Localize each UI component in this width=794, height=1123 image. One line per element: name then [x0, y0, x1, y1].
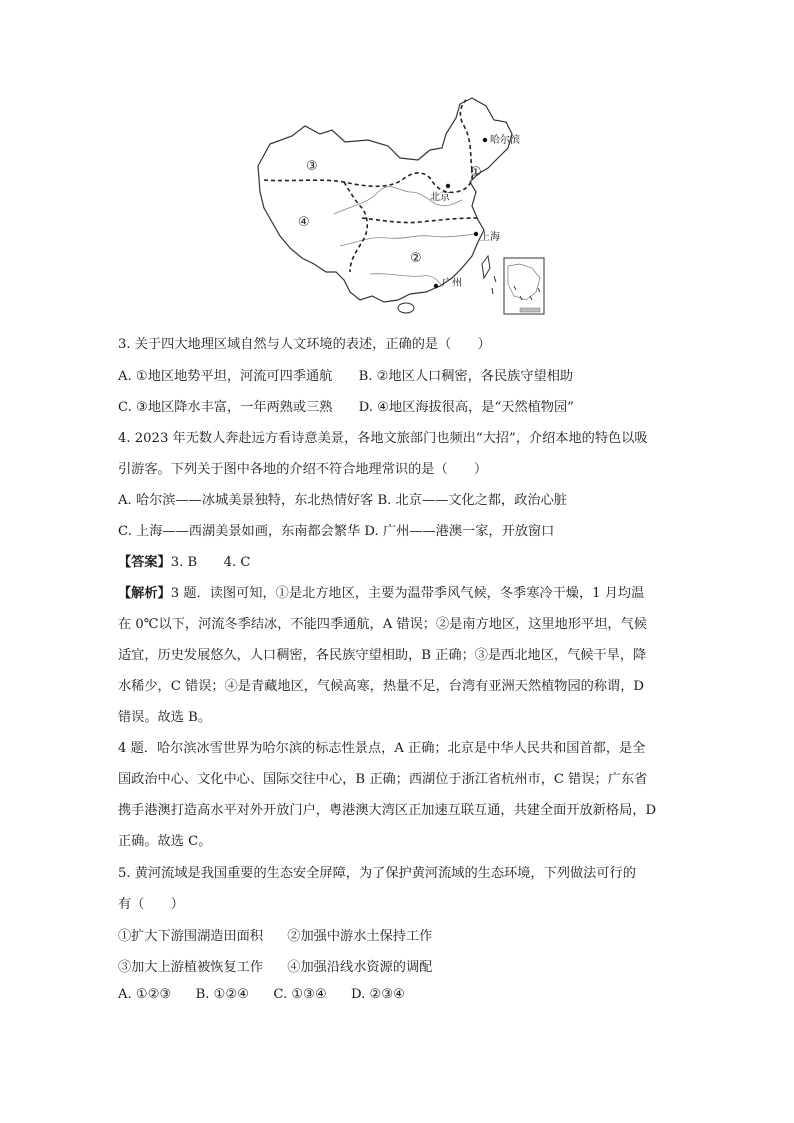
q5-statement-2: ②加强中游水土保持工作 [287, 929, 433, 944]
analysis-q3-text-2: 在 0℃以下，河流冬季结冰，不能四季通航，A 错误；②是南方地区，这里地形平坦，气候 [118, 617, 647, 632]
map-svg [250, 96, 560, 318]
analysis-tag: 【解析】 [118, 586, 171, 601]
q5-option-c: C. ①③④ [273, 987, 327, 1002]
q4-stem-line-2: 引游客。下列关于图中各地的介绍不符合地理常识的是（ ） [118, 462, 488, 477]
q4-option-c: C. 上海——西湖美景如画，东南都会繁华 [118, 524, 361, 539]
taiwan-island [482, 256, 490, 278]
inset-coast [508, 264, 540, 300]
china-outline [258, 98, 512, 302]
guangzhou-label: 广州 [442, 278, 462, 289]
q5-statement-row-1 [118, 925, 432, 944]
boundary-northeast [460, 100, 472, 170]
shanghai-label: 上海 [480, 232, 500, 243]
q3-option-b: B. ②地区人口稠密，各民族守望相助 [358, 369, 574, 384]
inset-dashes [514, 286, 540, 300]
dash-mark [492, 288, 493, 294]
china-regions-map [250, 96, 560, 318]
q5-statement-1: ①扩大下游围湖造田面积 [118, 929, 264, 944]
analysis-q4-text-2: 国政治中心、文化中心、国际交往中心，B 正确；西湖位于浙江省杭州市，C 错误；广东省 [118, 772, 648, 787]
q3-option-row-1 [118, 365, 573, 384]
answer-tag: 【答案】 [118, 555, 171, 570]
analysis-q4-text-4: 正确。故选 C。 [118, 834, 212, 849]
boundary-qinling-huaihe [362, 218, 478, 223]
q3-option-d: D. ④地区海拔很高，是“天然植物园” [358, 400, 574, 415]
q4-option-d: D. 广州——港澳一家，开放窗口 [364, 524, 555, 539]
q4-option-row-2 [118, 520, 554, 539]
q5-option-b: B. ①②④ [195, 987, 250, 1002]
boundary-north-northwest [264, 170, 472, 192]
q5-option-a: A. ①②③ [118, 987, 172, 1002]
region-4-label: ④ [298, 215, 310, 230]
harbin-label: 哈尔滨 [490, 135, 520, 146]
analysis-q4-text-3: 携手港澳打造高水平对外开放门户，粤港澳大湾区正加速互联互通，共建全面开放新格局，D [118, 803, 657, 818]
shanghai-dot [474, 232, 478, 236]
beijing-label: 北京 [430, 192, 450, 203]
q4-option-row-1 [118, 489, 567, 508]
q5-option-d: D. ②③④ [351, 987, 405, 1002]
q5-statement-4: ④加强沿线水资源的调配 [287, 960, 433, 975]
q3-option-c: C. ③地区降水丰富，一年两熟或三熟 [118, 400, 333, 415]
answer-text: 3. B 4. C [170, 555, 251, 570]
analysis-q4-text-1: 4 题．哈尔滨冰雪世界为哈尔滨的标志性景点，A 正确；北京是中华人民共和国首都，是全 [118, 741, 646, 756]
analysis-q3-text-4: 水稀少，C 错误；④是青藏地区，气候高寒，热量不足，台湾有亚洲天然植物园的称谓，D [118, 679, 644, 694]
guangzhou-dot [434, 284, 438, 288]
analysis-q3-text-1: 3 题．读图可知，①是北方地区，主要为温带季风气候，冬季寒冷干燥，1 月均温 [170, 586, 645, 601]
region-2-label: ② [410, 251, 422, 266]
q5-statement-3: ③加大上游植被恢复工作 [118, 960, 264, 975]
q4-stem-line-1: 4. 2023 年无数人奔赴远方看诗意美景，各地文旅部门也频出“大招”，介绍本地的特色以吸 [118, 431, 648, 446]
boundary-qinghai-tibet [344, 182, 367, 272]
analysis-q3-text-3: 适宜，历史发展悠久，人口稠密，各民族守望相助，B 正确；③是西北地区，气候干旱，降 [118, 648, 647, 663]
q4-option-b: B. 北京——文化之都，政治心脏 [377, 493, 567, 508]
beijing-dot [446, 184, 450, 188]
region-3-label: ③ [306, 159, 318, 174]
q5-stem-line-2: 有（ ） [118, 897, 184, 912]
q3-option-a: A. ①地区地势平坦，河流可四季通航 [118, 369, 333, 384]
analysis-q3-text-5: 错误。故选 B。 [118, 710, 212, 725]
hainan-island [398, 303, 414, 313]
inset-scale-bar [520, 308, 540, 312]
harbin-dot [483, 138, 487, 142]
region-1-label: ① [470, 165, 482, 180]
analysis-line-1 [118, 582, 644, 601]
q4-option-a: A. 哈尔滨——冰城美景独特，东北热情好客 [118, 493, 374, 508]
pearl-river [370, 274, 442, 286]
q5-stem-line-1: 5. 黄河流域是我国重要的生态安全屏障，为了保护黄河流域的生态环境，下列做法可行的 [118, 866, 636, 881]
q5-option-row [118, 987, 405, 1002]
answer-line [118, 551, 250, 570]
dash-mark [494, 276, 496, 282]
q3-stem: 3. 关于四大地理区域自然与人文环境的表述，正确的是（ ） [118, 337, 491, 352]
q3-option-row-2 [118, 396, 574, 415]
q5-statement-row-2 [118, 956, 432, 975]
